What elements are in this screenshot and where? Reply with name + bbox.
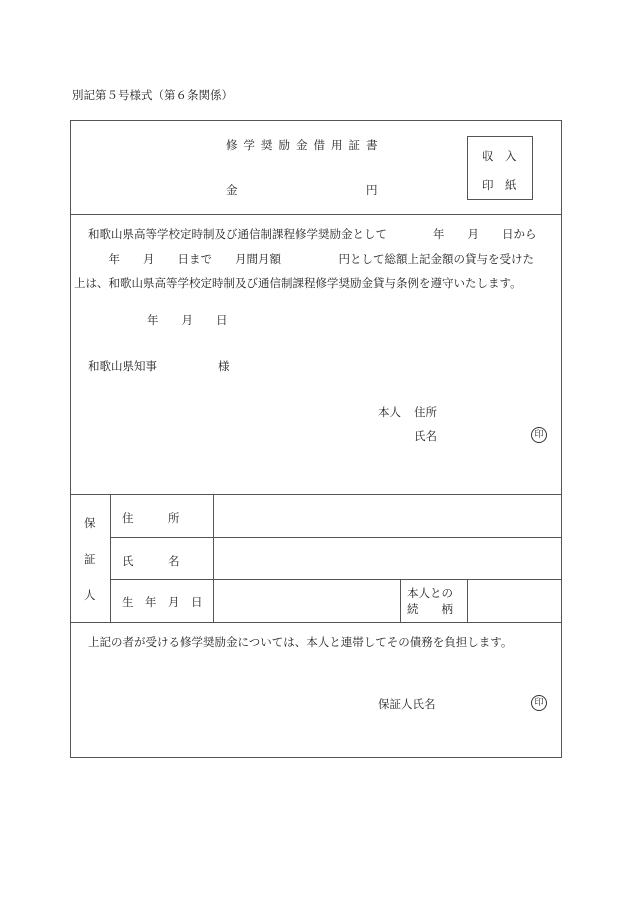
divider-guarantor-bottom bbox=[70, 622, 562, 623]
frame-left bbox=[70, 120, 71, 758]
guarantor-address-label: 住 所 bbox=[122, 511, 180, 525]
body-line-2: 年 月 日まで 月間月額 円として総額上記金額の貸与を受けた bbox=[74, 252, 534, 266]
amount-unit: 円 bbox=[366, 183, 378, 197]
divider-guarantor-row1 bbox=[110, 537, 562, 538]
form-number-note: 別記第５号様式（第６条関係） bbox=[72, 88, 233, 102]
frame-bottom bbox=[70, 757, 562, 758]
guarantor-signature-label: 保証人氏名 bbox=[378, 697, 436, 711]
body-line-1: 和歌山県高等学校定時制及び通信制課程修学奨励金として 年 月 日から bbox=[88, 227, 537, 241]
self-label: 本人 bbox=[378, 405, 401, 419]
guarantor-col-1 bbox=[110, 494, 111, 622]
guarantor-birthdate-label: 生 年 月 日 bbox=[122, 595, 203, 609]
frame-right bbox=[561, 120, 562, 758]
guarantor-col-4 bbox=[467, 579, 468, 622]
guarantor-seal-icon: 印 bbox=[531, 695, 547, 711]
form-title: 修学奨励金借用証書 bbox=[226, 138, 384, 152]
guarantor-side-2: 証 bbox=[84, 552, 96, 566]
guarantor-name-label: 氏 名 bbox=[122, 554, 180, 568]
guarantor-col-3 bbox=[400, 579, 401, 622]
self-address-label: 住所 bbox=[414, 405, 437, 419]
divider-title bbox=[70, 214, 562, 215]
guarantor-statement: 上記の者が受ける修学奨励金については、本人と連帯してその債務を負担します。 bbox=[88, 635, 513, 649]
frame-top bbox=[70, 120, 562, 121]
stamp-box-line2: 印 紙 bbox=[482, 178, 517, 192]
guarantor-side-1: 保 bbox=[84, 516, 96, 530]
revenue-stamp-box bbox=[467, 136, 533, 200]
relation-label-1: 本人との bbox=[407, 586, 453, 600]
guarantor-col-2 bbox=[213, 494, 214, 622]
amount-label: 金 bbox=[226, 183, 238, 197]
body-line-3: 上は、和歌山県高等学校定時制及び通信制課程修学奨励金貸与条例を遵守いたします。 bbox=[74, 276, 522, 290]
addressee-honorific: 様 bbox=[218, 359, 230, 373]
guarantor-side-3: 人 bbox=[84, 588, 96, 602]
divider-guarantor-top bbox=[70, 494, 562, 495]
self-name-label: 氏名 bbox=[414, 429, 437, 443]
stamp-box-line1: 収 入 bbox=[482, 149, 517, 163]
signing-date: 年 月 日 bbox=[147, 313, 228, 327]
addressee: 和歌山県知事 bbox=[88, 359, 157, 373]
divider-guarantor-row2 bbox=[110, 579, 562, 580]
seal-mark-icon: 印 bbox=[531, 427, 547, 443]
relation-label-2: 続 柄 bbox=[407, 602, 453, 616]
